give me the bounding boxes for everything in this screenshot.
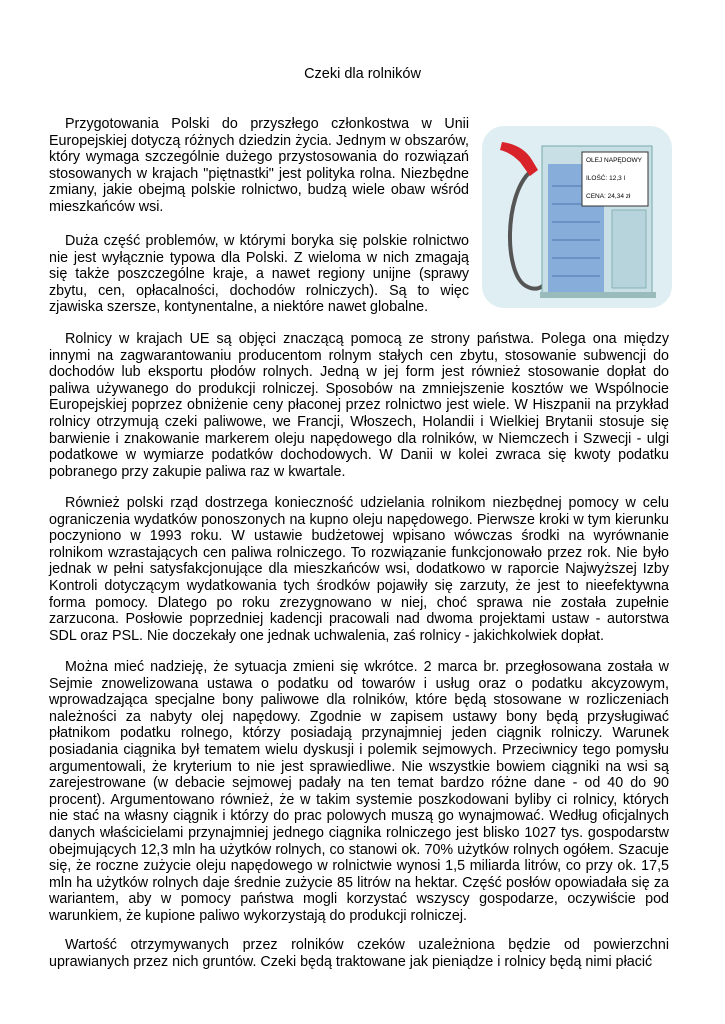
paragraph-1 [49, 116, 469, 216]
paragraph-text: Rolnicy w krajach UE są objęci znaczącą pomocą ze strony państwa. Polega ona między innymi na zagwarantowaniu producentom rolnym stałych cen zbytu, stosowanie subwencji do dochodów lub eksportu płodów rolnych. Jedną w jej form jest również stosowanie dopłat do paliwa używanego do produkcji rolniczej. Sposobów na zmniejszenie kosztów we Wspólnocie Europejskiej poprzez obniżenie ceny płaconej przez rolnictwo jest wiele. W Hiszpanii na przykład rolnicy otrzymują czeki paliwowe, we Francji, Włoszech, Holandii i Wielkiej Brytanii stosuje się barwienie i znakowanie markerem oleju napędowego dla rolników, w Niemczech i Szwecji - ulgi podatkowe w wymiarze podatków dochodowych. W Danii w kolei zwraca się kwoty podatku pobranego przy zakupie paliwa raz w kwartale. [49, 331, 669, 480]
paragraph-text: Również polski rząd dostrzega konieczność udzielania rolnikom niezbędnej pomocy w celu ograniczenia wydatków ponoszonych na kupno oleju napędowego. Pierwsze kroki w tym kierunku poczyniono w 1993 roku. W ustawie budżetowej wpisano wówczas środki na wyrównanie rolnikom wzrastających cen paliwa rolniczego. To rozwiązanie funkcjonowało przez rok. Nie było jednak w pełni satysfakcjonujące dla mieszkańców wsi, dodatkowo w raporcie Najwyższej Izby Kontroli dotyczącym wydatkowania tych środków pojawiły się zarzuty, że jest to nieefektywna forma pomocy. Dlatego po roku zrezygnowano w niej, choć sprawa nie została zupełnie zarzucona. Posłowie poprzedniej kadencji pracowali nad dwoma projektami ustaw - autorstwa SDL oraz PSL. Nie doczekały one jednak uchwalenia, zaś rolnicy - jakichkolwiek dopłat. [49, 495, 669, 644]
pump-base [540, 292, 656, 298]
fuel-pump-illustration [482, 126, 672, 308]
paragraph-text: Wartość otrzymywanych przez rolników czeków uzależniona będzie od powierzchni uprawianych przez nich gruntów. Czeki będą traktowane jak pieniądze i rolnicy będą nimi płacić [49, 937, 669, 970]
fuel-label-qty: ILOŚĆ: 12,3 l [586, 175, 626, 182]
paragraph-text: Duża część problemów, w którymi boryka się polskie rolnictwo nie jest wyłącznie typowa dla Polski. Z wieloma w nich zmagają się także poszczególne kraje, a nawet regiony unijne (sprawy zbytu, cen, opłacalności, dochodów rolniczych). Są to więc zjawiska szersze, kontynentalne, a niektóre nawet globalne. [49, 233, 469, 316]
paragraph-text: Można mieć nadzieję, że sytuacja zmieni się wkrótce. 2 marca br. przegłosowana została w Sejmie znowelizowana ustawa o podatku od towarów i usług oraz o podatku akcyzowym, wprowadzająca specjalne bony paliwowe dla rolników, które będą stosowane w rozliczeniach należności za nabyty olej napędowy. Zgodnie w zapisem ustawy bony będą przysługiwać płatnikom podatku rolnego, którzy posiadają przynajmniej jeden ciągnik rolniczy. Warunek posiadania ciągnika był tematem wielu dyskusji i polemik sejmowych. Przeciwnicy tego pomysłu argumentowali, że kryterium to nie jest sprawiedliwe. Nie wszystkie bowiem ciągniki na wsi są zarejestrowane (w debacie sejmowej padały na ten temat bardzo różne dane - od 40 do 90 procent). Argumentowano również, że w takim systemie poszkodowani byliby ci rolnicy, których nie stać na własny ciągnik i którzy do prac polowych muszą go wynajmować. Według oficjalnych danych właścicielami przynajmniej jednego ciągnika rolniczego jest blisko 1027 tys. gospodarstw obejmujących 12,3 mln ha użytków rolnych, co stanowi ok. 70% użytków rolnych ogółem. Szacuje się, że roczne zużycie oleju napędowego w rolnictwie wynosi 1,5 miliarda litrów, co przy ok. 17,5 mln ha użytków rolnych daje średnie zużycie 85 litrów na hektar. Część posłów opowiadała się za wariantem, aby w pomocy państwa mogli korzystać wszyscy gospodarze, oczywiście pod warunkiem, że kupione paliwo wykorzystają do produkcji rolniczej. [49, 659, 669, 924]
paragraph-text: Przygotowania Polski do przyszłego członkostwa w Unii Europejskiej dotyczą różnych dziedzin życia. Jednym w obszarów, który wymaga szczególnie dużego przystosowania do rozwiązań stosowanych w krajach "piętnastki" jest polityka rolna. Niezbędne zmiany, jakie obejmą polskie rolnictwo, budzą wiele obaw wśród mieszkańców wsi. [49, 116, 469, 215]
paragraph-6 [49, 937, 669, 970]
fuel-label-title: OLEJ NAPĘDOWY [586, 157, 642, 164]
fuel-label-price: CENA: 24,34 zł [586, 193, 631, 200]
paragraph-3 [49, 331, 669, 480]
paragraph-4 [49, 495, 669, 644]
paragraph-2 [49, 233, 469, 316]
paragraph-5 [49, 659, 669, 925]
document-title: Czeki dla rolników [304, 66, 421, 82]
